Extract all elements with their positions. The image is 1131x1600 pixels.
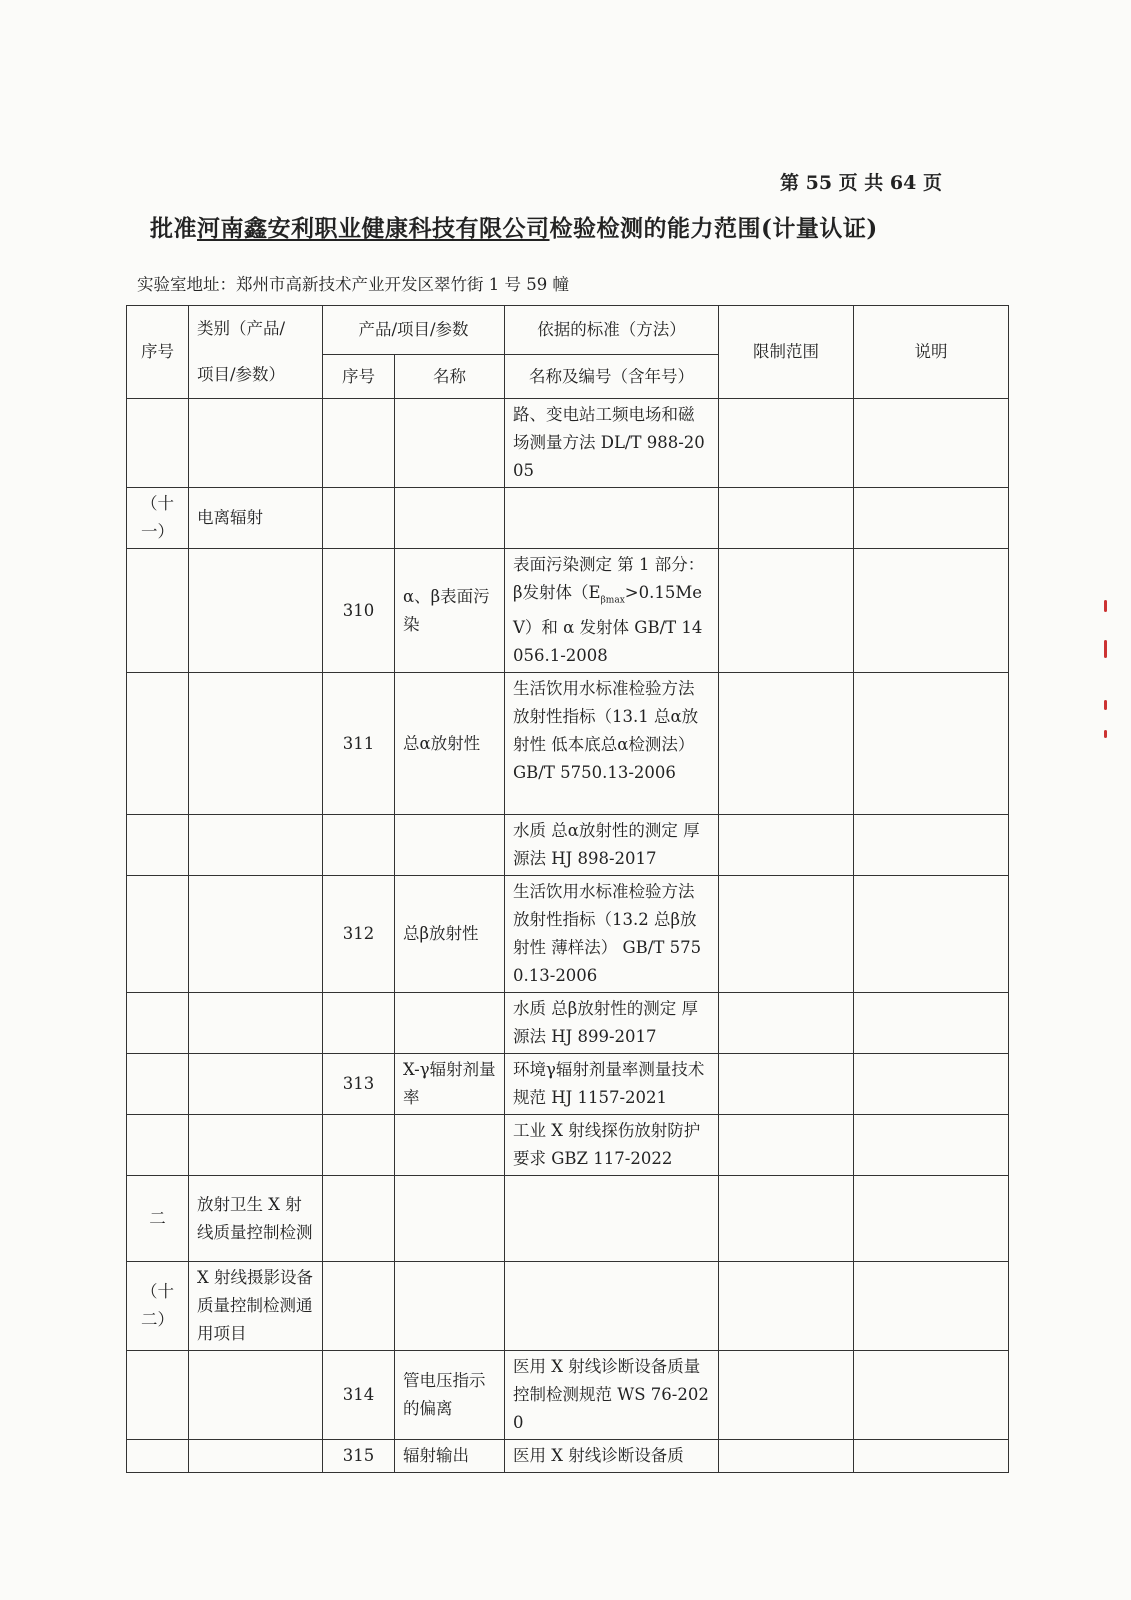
table-row: [127, 993, 1009, 1054]
cell-item-name: 辐射输出: [395, 1440, 505, 1473]
lab-address: 实验室地址：郑州市高新技术产业开发区翠竹街 1 号 59 幢: [137, 275, 569, 294]
header-row-1: [127, 306, 1009, 355]
cell-seq: [127, 993, 189, 1054]
cell-item-no: [323, 1115, 395, 1176]
cell-item-no: 310: [323, 549, 395, 673]
cell-item-no: 314: [323, 1351, 395, 1440]
header-category: [189, 306, 323, 399]
table-row: [127, 399, 1009, 488]
cell-item-name: [395, 1176, 505, 1262]
capability-scope-table: [126, 305, 1009, 1473]
table-row: [127, 876, 1009, 993]
header-category-line1: 类别（产品/: [197, 319, 286, 338]
cell-item-no: [323, 1262, 395, 1351]
cell-item-no: [323, 399, 395, 488]
standard-subscript: βmax: [600, 595, 625, 606]
cell-standard: [505, 1176, 719, 1262]
header-product-group: 产品/项目/参数: [323, 306, 505, 355]
cell-category: [189, 1054, 323, 1115]
header-product-name: 名称: [395, 355, 505, 399]
cell-standard: 医用 X 射线诊断设备质: [505, 1440, 719, 1473]
cell-note: [854, 876, 1009, 993]
header-product-seq: 序号: [323, 355, 395, 399]
cell-item-name: [395, 1262, 505, 1351]
cell-category: 电离辐射: [189, 488, 323, 549]
cell-seq: [127, 1054, 189, 1115]
cell-standard: 水质 总β放射性的测定 厚源法 HJ 899-2017: [505, 993, 719, 1054]
cell-limit: [719, 815, 854, 876]
cell-category: [189, 549, 323, 673]
cell-standard: 生活饮用水标准检验方法 放射性指标（13.2 总β放射性 薄样法） GB/T 5750.13-2006: [505, 876, 719, 993]
cell-category: [189, 1440, 323, 1473]
cell-standard: [505, 488, 719, 549]
cell-seq: [127, 815, 189, 876]
cell-note: [854, 488, 1009, 549]
cell-item-name: α、β表面污染: [395, 549, 505, 673]
cell-item-name: [395, 993, 505, 1054]
header-standard-line1: 依据的标准（方法）: [505, 306, 719, 355]
scan-mark: [1104, 600, 1107, 612]
cell-limit: [719, 488, 854, 549]
cell-item-name: 总α放射性: [395, 673, 505, 815]
table-row: [127, 549, 1009, 673]
page-number: 第 55 页 共 64 页: [780, 172, 942, 194]
cell-seq: [127, 1351, 189, 1440]
cell-item-no: [323, 815, 395, 876]
cell-note: [854, 399, 1009, 488]
title-suffix: 检验检测的能力范围(计量认证): [549, 215, 878, 242]
cell-standard: 医用 X 射线诊断设备质量控制检测规范 WS 76-2020: [505, 1351, 719, 1440]
table-row: [127, 1262, 1009, 1351]
cell-standard: 生活饮用水标准检验方法 放射性指标（13.1 总α放射性 低本底总α检测法） GB/T 5750.13-2006: [505, 673, 719, 815]
header-seq: 序号: [127, 306, 189, 399]
header-standard-line2: 名称及编号（含年号）: [505, 355, 719, 399]
cell-item-name: [395, 488, 505, 549]
header-category-line2: 项目/参数）: [197, 365, 286, 384]
cell-note: [854, 1054, 1009, 1115]
cell-limit: [719, 1262, 854, 1351]
cell-note: [854, 549, 1009, 673]
cell-item-name: 管电压指示的偏离: [395, 1351, 505, 1440]
cell-item-no: [323, 993, 395, 1054]
table-row: [127, 1440, 1009, 1473]
cell-limit: [719, 1115, 854, 1176]
cell-category: X 射线摄影设备质量控制检测通用项目: [189, 1262, 323, 1351]
cell-seq: （十一）: [127, 488, 189, 549]
table-row: [127, 815, 1009, 876]
cell-category: 放射卫生 X 射线质量控制检测: [189, 1176, 323, 1262]
cell-seq: [127, 549, 189, 673]
cell-limit: [719, 549, 854, 673]
scan-mark: [1104, 640, 1107, 658]
cell-standard: 路、变电站工频电场和磁场测量方法 DL/T 988-2005: [505, 399, 719, 488]
table-row: [127, 1351, 1009, 1440]
cell-item-name: [395, 399, 505, 488]
title-organization: 河南鑫安利职业健康科技有限公司: [197, 215, 550, 242]
cell-limit: [719, 1054, 854, 1115]
cell-note: [854, 1262, 1009, 1351]
cell-seq: [127, 673, 189, 815]
cell-category: [189, 815, 323, 876]
table-row: [127, 1054, 1009, 1115]
cell-limit: [719, 1440, 854, 1473]
cell-limit: [719, 876, 854, 993]
cell-category: [189, 1115, 323, 1176]
cell-note: [854, 993, 1009, 1054]
cell-category: [189, 399, 323, 488]
cell-note: [854, 815, 1009, 876]
table-row: [127, 1115, 1009, 1176]
cell-item-no: [323, 488, 395, 549]
cell-limit: [719, 1351, 854, 1440]
cell-category: [189, 993, 323, 1054]
cell-category: [189, 673, 323, 815]
cell-item-no: 311: [323, 673, 395, 815]
cell-seq: 二: [127, 1176, 189, 1262]
cell-seq: [127, 1440, 189, 1473]
cell-note: [854, 673, 1009, 815]
title-prefix: 批准: [150, 215, 197, 242]
document-title: [150, 210, 980, 243]
cell-seq: [127, 876, 189, 993]
cell-standard: 工业 X 射线探伤放射防护要求 GBZ 117-2022: [505, 1115, 719, 1176]
cell-category: [189, 1351, 323, 1440]
cell-limit: [719, 673, 854, 815]
cell-item-name: [395, 1115, 505, 1176]
table-row: [127, 1176, 1009, 1262]
cell-note: [854, 1440, 1009, 1473]
standard-text-a: 表面污染测定 第 1 部分：β发射体（E: [513, 555, 705, 602]
scan-mark: [1104, 700, 1107, 710]
cell-item-no: 312: [323, 876, 395, 993]
cell-item-no: [323, 1176, 395, 1262]
table-row: [127, 488, 1009, 549]
cell-standard: 环境γ辐射剂量率测量技术规范 HJ 1157-2021: [505, 1054, 719, 1115]
cell-standard: [505, 549, 719, 673]
standard-text-b: >0.15MeV）和 α 发射体 GB/T 14056.1-2008: [513, 583, 703, 666]
cell-limit: [719, 399, 854, 488]
cell-seq: （十二）: [127, 1262, 189, 1351]
header-note: 说明: [854, 306, 1009, 399]
cell-item-no: 315: [323, 1440, 395, 1473]
cell-item-no: 313: [323, 1054, 395, 1115]
scan-mark: [1104, 730, 1107, 738]
cell-item-name: X-γ辐射剂量率: [395, 1054, 505, 1115]
header-limit: 限制范围: [719, 306, 854, 399]
cell-note: [854, 1115, 1009, 1176]
cell-seq: [127, 1115, 189, 1176]
cell-standard: [505, 1262, 719, 1351]
cell-note: [854, 1351, 1009, 1440]
cell-note: [854, 1176, 1009, 1262]
cell-category: [189, 876, 323, 993]
cell-item-name: 总β放射性: [395, 876, 505, 993]
cell-limit: [719, 993, 854, 1054]
cell-item-name: [395, 815, 505, 876]
cell-seq: [127, 399, 189, 488]
cell-limit: [719, 1176, 854, 1262]
table-row: [127, 673, 1009, 815]
cell-standard: 水质 总α放射性的测定 厚源法 HJ 898-2017: [505, 815, 719, 876]
